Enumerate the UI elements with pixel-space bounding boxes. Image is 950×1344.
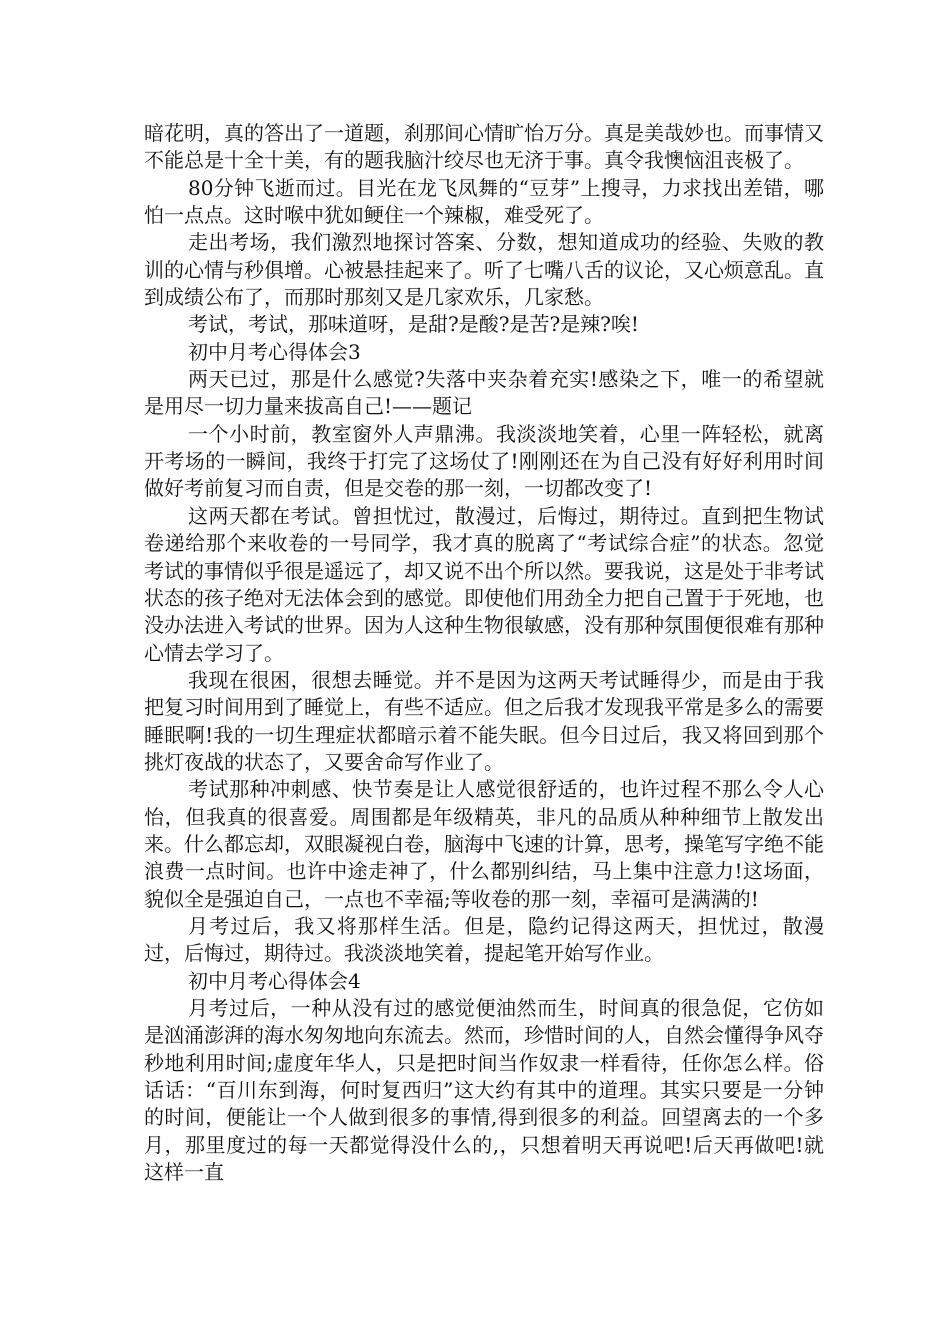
- section-heading: 初中月考心得体会4: [188, 968, 361, 993]
- paragraph: 一个小时前，教室窗外人声鼎沸。我淡淡地笑着，心里一阵轻松，就离开考场的一瞬间，我终于打完了这场仗了!刚刚还在为自己没有好好利用时间做好考前复习而自责，但是交卷的那一刻，一切都改变了!: [144, 421, 824, 501]
- section-heading: 初中月考心得体会3: [188, 339, 361, 364]
- paragraph: 考试，考试，那味道呀，是甜?是酸?是苦?是辣?唉!: [188, 312, 639, 337]
- paragraph: 这两天都在考试。曾担忧过，散漫过，后悔过，期待过。直到把生物试卷递给那个来收卷的一号同学，我才真的脱离了“考试综合症”的状态。忽觉考试的事情似乎很是遥远了，却又说不出个所以然。要我说，这是处于非考试状态的孩子绝对无法体会到的感觉。即使他们用劲全力把自己置于于死地，也没办法进入考试的世界。因为人这种生物很敏感，没有那种氛围便很难有那种心情去学习了。: [144, 503, 824, 665]
- paragraph: 考试那种冲刺感、快节奏是让人感觉很舒适的，也许过程不那么令人心怡，但我真的很喜爱。周围都是年级精英，非凡的品质从种种细节上散发出来。什么都忘却，双眼凝视白卷，脑海中飞速的计算，思考，操笔写字绝不能浪费一点时间。也许中途走神了，什么都别纠结，马上集中注意力!这场面，貌似全是强迫自己，一点也不幸福;等收卷的那一刻，幸福可是满满的!: [144, 777, 824, 911]
- paragraph: 我现在很困，很想去睡觉。并不是因为这两天考试睡得少，而是由于我把复习时间用到了睡觉上，有些不适应。但之后我才发现我平常是多么的需要睡眠啊!我的一切生理症状都暗示着不能失眠。但今日过后，我又将回到那个挑灯夜战的状态了，又要舍命写作业了。: [144, 667, 824, 774]
- paragraph-continuation: 暗花明，真的答出了一道题，刹那间心情旷怡万分。真是美哉妙也。而事情又不能总是十全十美，有的题我脑汁绞尽也无济于事。真令我懊恼沮丧极了。: [144, 121, 824, 173]
- document-body: [144, 120, 824, 1186]
- paragraph: 两天已过，那是什么感觉?失落中夹杂着充实!感染之下，唯一的希望就是用尽一切力量来拔高自己!——题记: [144, 367, 824, 419]
- paragraph: 月考过后，一种从没有过的感觉便油然而生，时间真的很急促，它仿如是汹涌澎湃的海水匆匆地向东流去。然而，珍惜时间的人，自然会懂得争风夺秒地利用时间;虚度年华人，只是把时间当作奴隶一样看待，任你怎么样。俗话话：“百川东到海，何时复西归”这大约有其中的道理。其实只要是一分钟的时间，便能让一个人做到很多的事情,得到很多的利益。回望离去的一个多月，那里度过的每一天都觉得没什么的,，只想着明天再说吧!后天再做吧!就这样一直: [144, 996, 824, 1185]
- paragraph: 走出考场，我们激烈地探讨答案、分数，想知道成功的经验、失败的教训的心情与秒俱增。心被悬挂起来了。听了七嘴八舌的议论，又心烦意乱。直到成绩公布了，而那时那刻又是几家欢乐，几家愁。: [144, 230, 824, 310]
- paragraph: 月考过后，我又将那样生活。但是，隐约记得这两天，担忧过，散漫过，后悔过，期待过。我淡淡地笑着，提起笔开始写作业。: [144, 913, 824, 966]
- paragraph: 80分钟飞逝而过。目光在龙飞凤舞的“豆芽”上搜寻，力求找出差错，哪怕一点点。这时喉中犹如鲠住一个辣椒，难受死了。: [144, 175, 824, 228]
